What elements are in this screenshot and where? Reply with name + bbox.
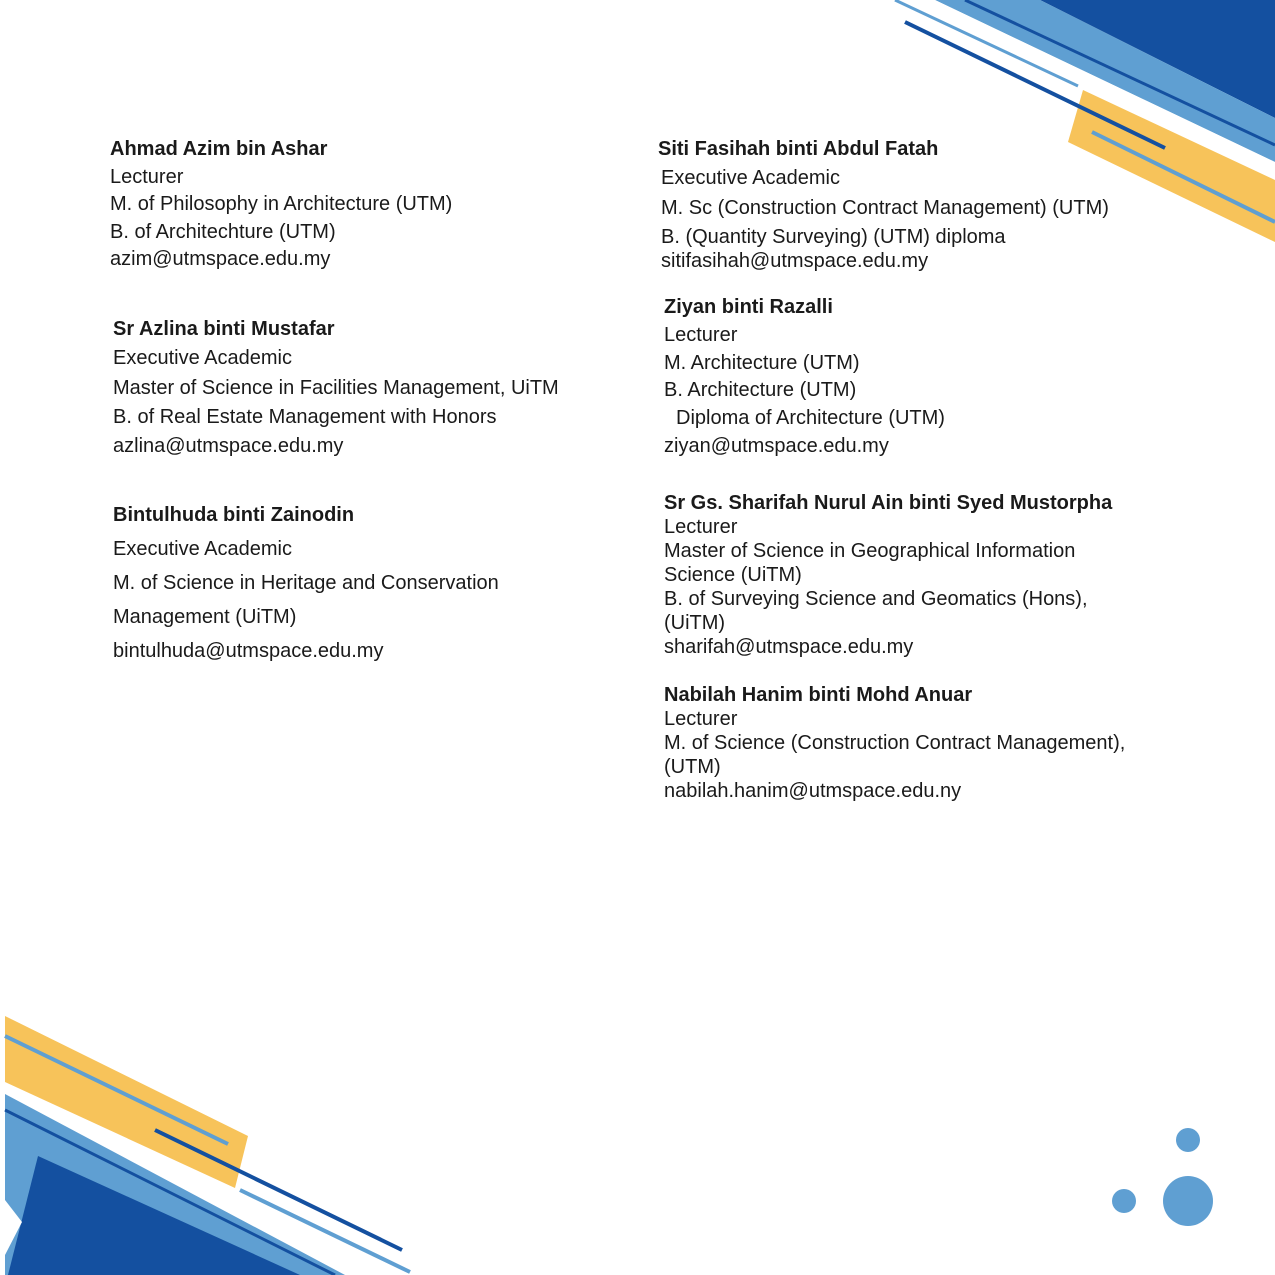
staff-role: Lecturer <box>664 516 738 538</box>
staff-email: azim@utmspace.edu.my <box>110 248 331 270</box>
staff-email: azlina@utmspace.edu.my <box>113 435 344 458</box>
staff-name: Nabilah Hanim binti Mohd Anuar <box>664 684 973 706</box>
staff-name: Siti Fasihah binti Abdul Fatah <box>658 138 939 160</box>
staff-role: Executive Academic <box>113 538 292 560</box>
staff-qualification: M. Architecture (UTM) <box>664 351 860 374</box>
staff-email: bintulhuda@utmspace.edu.my <box>113 640 384 662</box>
staff-qualification: B. of Architechture (UTM) <box>110 220 336 243</box>
staff-email: sitifasihah@utmspace.edu.my <box>661 249 929 272</box>
staff-card-azlina <box>113 315 559 461</box>
staff-qualification: M. Sc (Construction Contract Management) (UTM) <box>661 196 1109 219</box>
staff-email: ziyan@utmspace.edu.my <box>664 434 889 457</box>
dot-small-left <box>1112 1189 1136 1213</box>
staff-qualification: M. of Science in Heritage and Conservation <box>113 572 499 594</box>
staff-qualification: (UTM) <box>664 756 721 778</box>
staff-qualification: Diploma of Architecture (UTM) <box>676 407 945 430</box>
staff-card-sharifah <box>664 491 1112 659</box>
staff-qualification: B. of Surveying Science and Geomatics (Hons), <box>664 588 1088 610</box>
staff-role: Lecturer <box>664 323 738 346</box>
staff-qualification: Management (UiTM) <box>113 606 297 628</box>
staff-qualification: Master of Science in Facilities Management, UiTM <box>113 376 559 399</box>
staff-qualification: Science (UiTM) <box>664 564 802 586</box>
staff-card-nabilah <box>664 683 1125 803</box>
staff-role: Executive Academic <box>661 167 840 190</box>
staff-qualification: B. Architecture (UTM) <box>664 379 857 402</box>
staff-card-ahmad-azim <box>110 136 452 274</box>
dot-large <box>1163 1176 1213 1226</box>
staff-qualification: (UiTM) <box>664 612 726 634</box>
staff-card-siti-fasihah <box>658 135 1109 271</box>
staff-qualification: Master of Science in Geographical Information <box>664 540 1076 562</box>
staff-qualification: B. of Real Estate Management with Honors <box>113 405 497 428</box>
staff-role: Lecturer <box>110 165 184 188</box>
staff-name: Bintulhuda binti Zainodin <box>113 504 355 526</box>
staff-name: Ahmad Azim bin Ashar <box>110 138 328 160</box>
staff-email: nabilah.hanim@utmspace.edu.ny <box>664 780 962 802</box>
staff-role: Executive Academic <box>113 347 292 370</box>
staff-card-ziyan <box>664 294 945 461</box>
staff-name: Ziyan binti Razalli <box>664 296 833 318</box>
staff-name: Sr Azlina binti Mustafar <box>113 318 335 340</box>
staff-role: Lecturer <box>664 708 738 730</box>
staff-email: sharifah@utmspace.edu.my <box>664 636 914 658</box>
dot-small-top <box>1176 1128 1200 1152</box>
staff-name: Sr Gs. Sharifah Nurul Ain binti Syed Mustorpha <box>664 492 1113 514</box>
staff-qualification: B. (Quantity Surveying) (UTM) diploma <box>661 225 1006 248</box>
staff-card-bintulhuda <box>113 498 499 668</box>
staff-qualification: M. of Science (Construction Contract Management), <box>664 732 1126 754</box>
staff-qualification: M. of Philosophy in Architecture (UTM) <box>110 193 453 215</box>
